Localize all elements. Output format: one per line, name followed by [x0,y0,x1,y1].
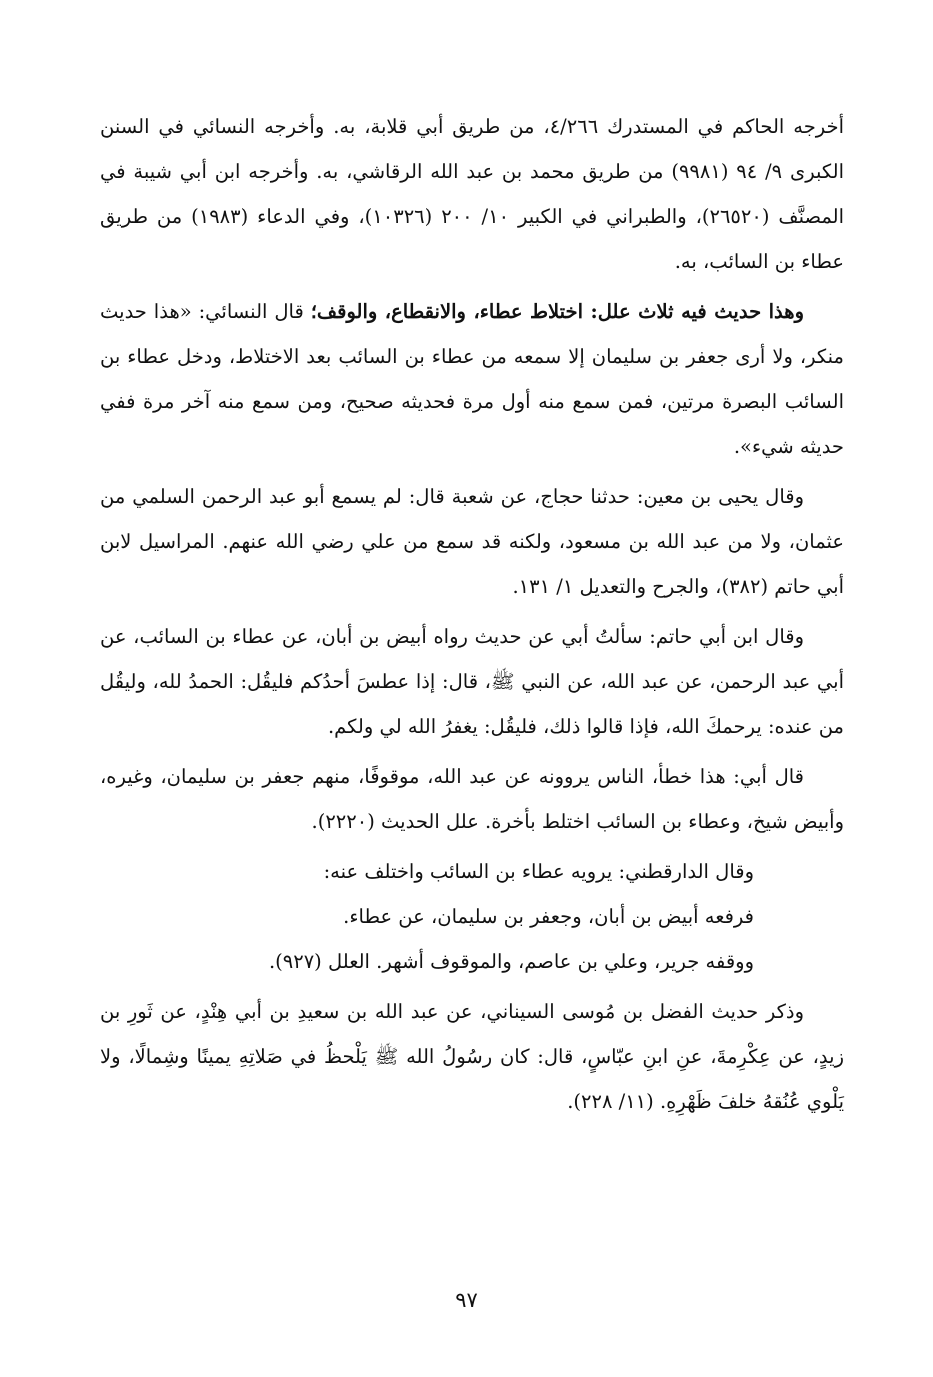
paragraph-text: وقال الدارقطني: يرويه عطاء بن السائب واختلف عنه: [323,860,754,883]
paragraph-text: قال النسائي: «هذا حديث منكر، ولا أرى جعفر بن سليمان إلا سمعه من عطاء بن السائب بعد الاختلاط، ودخل عطاء بن السائب البصرة مرتين، فمن سمع منه أول مرة فحديثه صحيح، ومن سمع منه آخر مرة ففي حديثه شيء». [100,300,844,458]
paragraph-yahya [100,474,844,609]
paragraph-qala-abi [100,754,844,844]
paragraph-takhrij [100,104,844,284]
paragraph-illal [100,289,844,469]
paragraph-text: أخرجه الحاكم في المستدرك ٤/٢٦٦، من طريق أبي قلابة، به. وأخرجه النسائي في السنن الكبرى ٩/ ٩٤ (٩٩٨١) من طريق محمد بن عبد الله الرقاشي، به. وأخرجه ابن أبي شيبة في المصنَّف (٢٦٥٢٠)، والطبراني في الكبير ١٠/ ٢٠٠ (١٠٣٢٦)، وفي الدعاء (١٩٨٣) من طريق عطاء بن السائب، به. [100,115,845,273]
page-body [100,104,844,1124]
paragraph-waqf [100,939,754,984]
paragraph-text: ووقفه جرير، وعلي بن عاصم، والموقوف أشهر. العلل (٩٢٧). [268,950,754,973]
page-number: ٩٧ [455,1288,478,1312]
paragraph-abi-hatim [100,614,844,749]
paragraph-text: فرفعه أبيض بن أبان، وجعفر بن سليمان، عن عطاء. [343,905,754,928]
paragraph-rafa [100,894,754,939]
paragraph-text: قال أبي: هذا خطأ، الناس يروونه عن عبد الله، موقوفًا، منهم جعفر بن سليمان، وغيره، وأبيض شيخ، وعطاء بن السائب اختلط بأخرة. علل الحديث (٢٢٢٠). [100,765,844,833]
paragraph-text: وقال ابن أبي حاتم: سألتُ أبي عن حديث رواه أبيض بن أبان، عن عطاء بن السائب، عن أبي عبد الرحمن، عن عبد الله، عن النبي ﷺ، قال: إذا عطسَ أحدُكم فليقُل: الحمدُ لله، وليقُل من عنده: يرحمكَ الله، فإذا قالوا ذلك، فليقُل: يغفرُ الله لي ولكم. [100,625,844,738]
paragraph-bold-heading: وهذا حديث فيه ثلاث علل: اختلاط عطاء، والانقطاع، والوقف؛ [310,300,804,323]
paragraph-text: وقال يحيى بن معين: حدثنا حجاج، عن شعبة قال: لم يسمع أبو عبد الرحمن السلمي من عثمان، ولا من عبد الله بن مسعود، ولكنه قد سمع من علي رضي الله عنهم. المراسيل لابن أبي حاتم (٣٨٢)، والجرح والتعديل ١/ ١٣١. [100,485,844,598]
paragraph-text: وذكر حديث الفضل بن مُوسى السيناني، عن عبد الله بن سعيدِ بن أبي هِنْدٍ، عن ثَورِ بن زيدٍ، عن عِكْرِمةَ، عنِ ابنِ عبّاسٍ، قال: كان رسُولُ الله ﷺ يَلْحظُ في صَلاتِهِ يمينًا وشِمالًا، ولا يَلْوي عُنُقهُ خلفَ ظَهْرِهِ. (١١/ ٢٢٨). [100,1000,844,1113]
paragraph-fadl [100,989,844,1124]
paragraph-daraqutni [100,849,754,894]
